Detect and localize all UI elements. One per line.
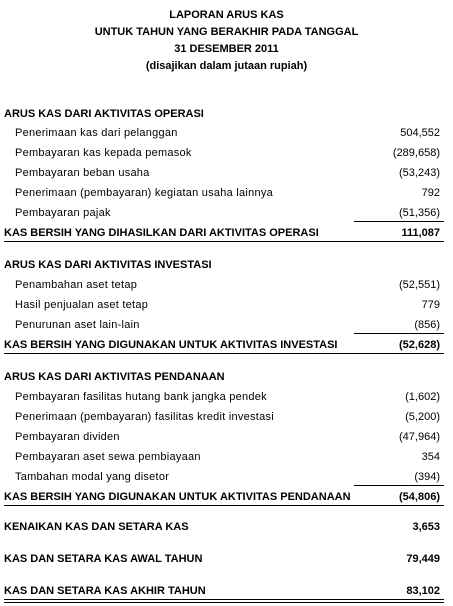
summary-value: 79,449 bbox=[406, 553, 440, 565]
total-label: KAS BERSIH YANG DIHASILKAN DARI AKTIVITAS OPERASI bbox=[4, 227, 319, 239]
row-label: Pembayaran beban usaha bbox=[15, 167, 150, 179]
row-value: (1,602) bbox=[405, 391, 440, 403]
summary-value: 83,102 bbox=[406, 585, 440, 597]
report-subtitle: UNTUK TAHUN YANG BERAKHIR PADA TANGGAL bbox=[94, 26, 359, 38]
table-row bbox=[0, 144, 453, 164]
row-label: Penurunan aset lain-lain bbox=[15, 319, 140, 331]
final-rule-2 bbox=[4, 602, 444, 603]
section-title: ARUS KAS DARI AKTIVITAS PENDANAAN bbox=[4, 371, 225, 383]
subtotal-rule bbox=[354, 485, 444, 486]
summary-label: KAS DAN SETARA KAS AWAL TAHUN bbox=[4, 553, 203, 565]
summary-label: KAS DAN SETARA KAS AKHIR TAHUN bbox=[4, 585, 206, 597]
row-value: (53,243) bbox=[399, 167, 440, 179]
section-investing-title bbox=[0, 256, 453, 276]
table-row bbox=[0, 164, 453, 184]
row-label: Pembayaran aset sewa pembiayaan bbox=[15, 451, 201, 463]
row-value: 504,552 bbox=[400, 127, 440, 139]
row-value: (47,964) bbox=[399, 431, 440, 443]
section-financing-title bbox=[0, 368, 453, 388]
row-label: Pembayaran kas kepada pemasok bbox=[15, 147, 192, 159]
table-row bbox=[0, 448, 453, 468]
report-title: LAPORAN ARUS KAS bbox=[169, 9, 284, 21]
summary-row-beginning bbox=[0, 550, 453, 570]
row-label: Pembayaran pajak bbox=[15, 207, 111, 219]
table-row bbox=[0, 296, 453, 316]
report-unit-note: (disajikan dalam jutaan rupiah) bbox=[145, 60, 308, 72]
row-label: Penerimaan (pembayaran) fasilitas kredit investasi bbox=[15, 411, 274, 423]
row-value: (51,356) bbox=[399, 207, 440, 219]
row-label: Tambahan modal yang disetor bbox=[15, 471, 170, 483]
summary-label: KENAIKAN KAS DAN SETARA KAS bbox=[4, 521, 189, 533]
table-row bbox=[0, 276, 453, 296]
row-label: Penambahan aset tetap bbox=[15, 279, 138, 291]
table-row bbox=[0, 428, 453, 448]
row-value: 354 bbox=[421, 451, 440, 463]
row-value: 792 bbox=[421, 187, 440, 199]
report-date: 31 DESEMBER 2011 bbox=[174, 43, 279, 55]
table-row bbox=[0, 124, 453, 144]
table-row bbox=[0, 388, 453, 408]
table-row bbox=[0, 184, 453, 204]
total-value: (52,628) bbox=[399, 339, 440, 351]
row-label: Penerimaan kas dari pelanggan bbox=[15, 127, 178, 139]
row-value: 779 bbox=[421, 299, 440, 311]
row-label: Penerimaan (pembayaran) kegiatan usaha lainnya bbox=[15, 187, 273, 199]
section-divider bbox=[4, 505, 444, 506]
section-operating-title bbox=[0, 105, 453, 125]
total-label: KAS BERSIH YANG DIGUNAKAN UNTUK AKTIVITAS PENDANAAN bbox=[4, 491, 351, 503]
row-value: (289,658) bbox=[392, 147, 440, 159]
row-label: Pembayaran fasilitas hutang bank jangka pendek bbox=[15, 391, 267, 403]
table-row bbox=[0, 408, 453, 428]
section-title: ARUS KAS DARI AKTIVITAS INVESTASI bbox=[4, 259, 212, 271]
section-divider bbox=[4, 353, 444, 354]
subtotal-rule bbox=[354, 221, 444, 222]
row-value: (856) bbox=[414, 319, 440, 331]
row-label: Pembayaran dividen bbox=[15, 431, 120, 443]
section-divider bbox=[4, 241, 444, 242]
section-title: ARUS KAS DARI AKTIVITAS OPERASI bbox=[4, 108, 204, 120]
total-label: KAS BERSIH YANG DIGUNAKAN UNTUK AKTIVITAS INVESTASI bbox=[4, 339, 338, 351]
row-value: (394) bbox=[414, 471, 440, 483]
row-value: (52,551) bbox=[399, 279, 440, 291]
summary-row-increase bbox=[0, 518, 453, 538]
summary-value: 3,653 bbox=[412, 521, 440, 533]
total-value: 111,087 bbox=[401, 227, 440, 239]
subtotal-rule bbox=[354, 333, 444, 334]
total-value: (54,806) bbox=[399, 491, 440, 503]
final-rule-1 bbox=[4, 599, 444, 600]
row-label: Hasil penjualan aset tetap bbox=[15, 299, 149, 311]
row-value: (5,200) bbox=[405, 411, 440, 423]
